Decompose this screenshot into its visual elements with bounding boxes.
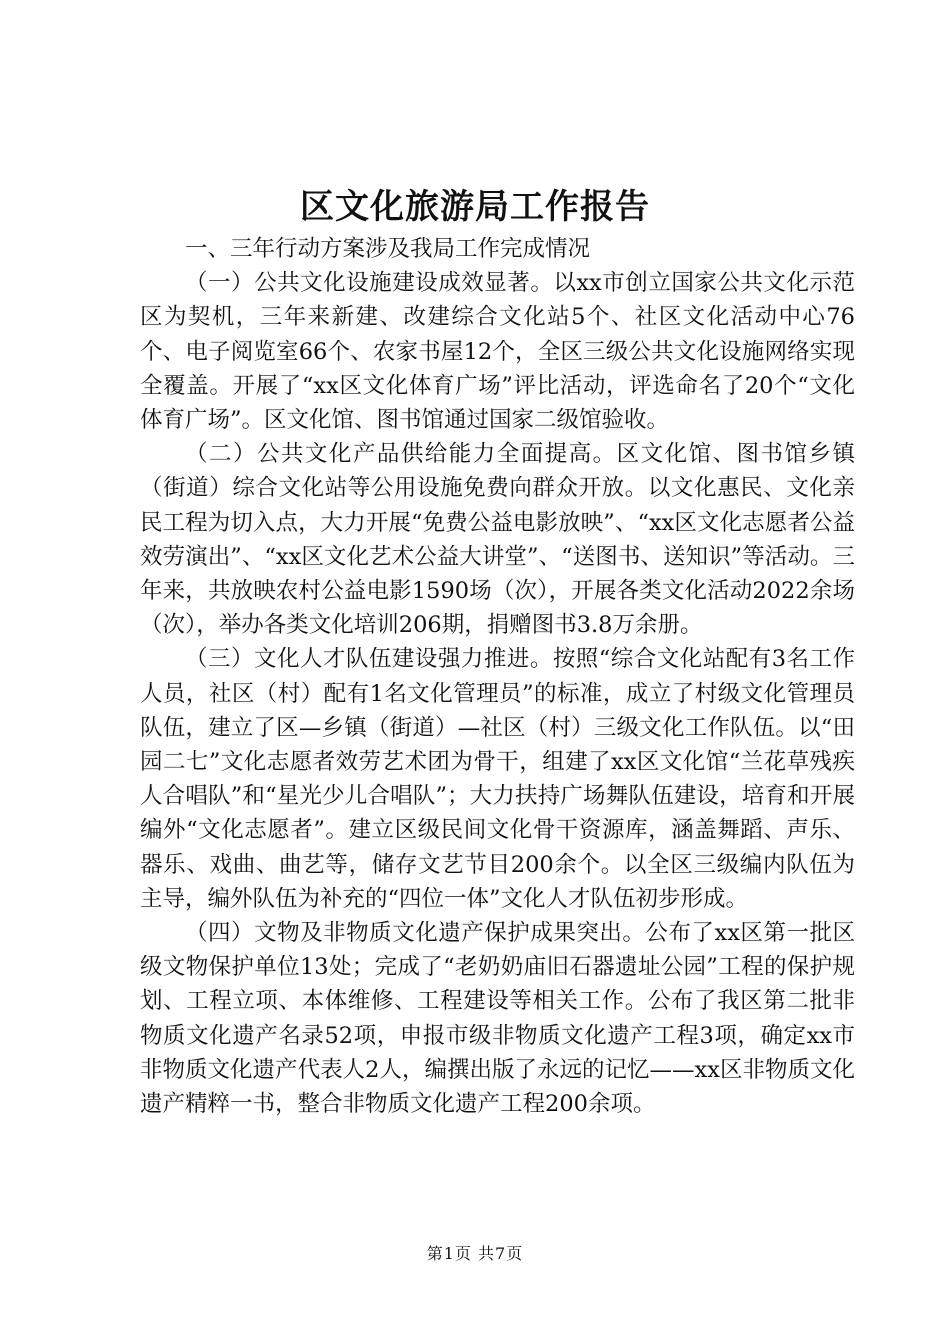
paragraph-products: （二）公共文化产品供给能力全面提高。区文化馆、图书馆乡镇（街道）综合文化站等公用设施免费向群众开放。以文化惠民、文化亲民工程为切入点，大力开展“免费公益电影放映”、“xx区文化志愿者公益效劳演出”、“xx区文化艺术公益大讲堂”、“送图书、送知识”等活动。三年来，共放映农村公益电影1590场（次），开展各类文化活动2022余场（次），举办各类文化培训206期，捐赠图书3.8万余册。 [140,441,855,639]
page-number-footer: 第1页 共7页 [426,1244,524,1263]
paragraph-talent: （三）文化人才队伍建设强力推进。按照“综合文化站配有3名工作人员，社区（村）配有1名文化管理员”的标准，成立了村级文化管理员队伍，建立了区—乡镇（街道）—社区（村）三级文化工作队伍。以“田园二七”文化志愿者效劳艺术团为骨干，组建了xx区文化馆“兰花草残疾人合唱队”和“星光少儿合唱队”；大力扶持广场舞队伍建设，培育和开展编外“文化志愿者”。建立区级民间文化骨干资源库，涵盖舞蹈、声乐、器乐、戏曲、曲艺等，储存文艺节目200余个。以全区三级编内队伍为主导，编外队伍为补充的“四位一体”文化人才队伍初步形成。 [140,646,855,912]
document-body [140,232,855,1121]
section-heading: 一、三年行动方案涉及我局工作完成情况 [185,236,591,262]
paragraph-facilities: （一）公共文化设施建设成效显著。以xx市创立国家公共文化示范区为契机，三年来新建、改建综合文化站5个、社区文化活动中心76个、电子阅览室66个、农家书屋12个，全区三级公共文化设施网络实现全覆盖。开展了“xx区文化体育广场”评比活动，评选命名了20个“文化体育广场”。区文化馆、图书馆通过国家二级馆验收。 [140,270,855,434]
paragraph-heritage: （四）文物及非物质文化遗产保护成果突出。公布了xx区第一批区级文物保护单位13处；完成了“老奶奶庙旧石器遗址公园”工程的保护规划、工程立项、本体维修、工程建设等相关工作。公布了我区第二批非物质文化遗产名录52项，申报市级非物质文化遗产工程3项，确定xx市非物质文化遗产代表人2人，编撰出版了永远的记忆——xx区非物质文化遗产精粹一书，整合非物质文化遗产工程200余项。 [140,920,855,1118]
page-title: 区文化旅游局工作报告 [300,187,650,227]
